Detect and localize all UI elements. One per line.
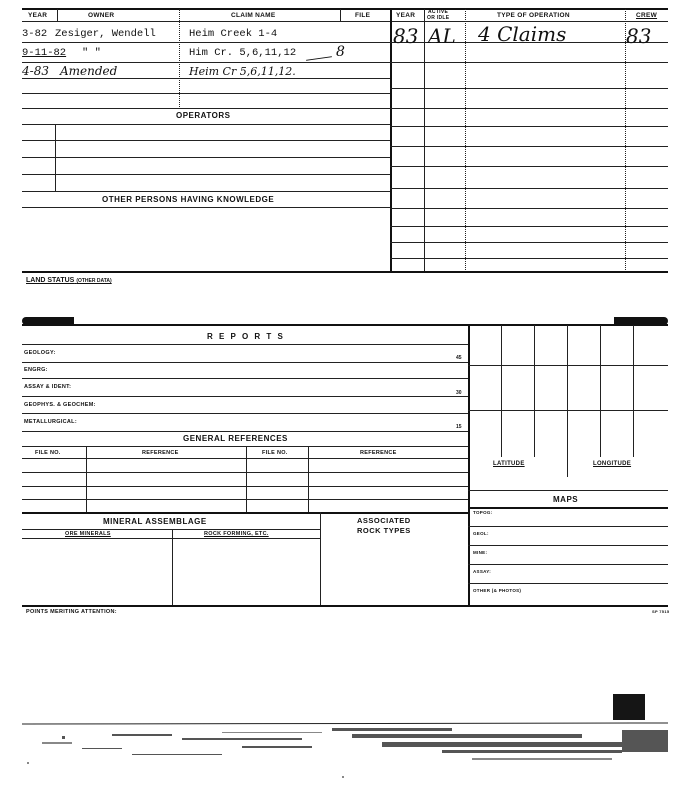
- row-line: [22, 78, 390, 79]
- row1-claim: Heim Creek 1-4: [189, 28, 278, 40]
- row-line: [22, 191, 390, 192]
- maps-title: MAPS: [553, 495, 579, 504]
- row-line: [22, 529, 320, 530]
- row1-year: 3-82: [22, 28, 48, 40]
- row-line: [390, 208, 668, 209]
- operators-title: OPERATORS: [176, 111, 231, 120]
- row3-year: 4-83: [22, 64, 49, 78]
- reports-geology: GEOLOGY:: [24, 350, 56, 356]
- bottom-border: [22, 605, 668, 607]
- row-line: [22, 140, 390, 141]
- row-line: [22, 378, 468, 379]
- row-line: [468, 526, 668, 527]
- divider: [246, 446, 247, 512]
- row-line: [390, 62, 668, 63]
- row-line: [390, 188, 668, 189]
- row-line: [390, 108, 668, 109]
- mineral-assemblage-title: MINERAL ASSEMBLAGE: [103, 517, 207, 526]
- op-crew: 83: [626, 24, 652, 48]
- longitude-label: LONGITUDE: [593, 461, 632, 467]
- row2-claim: Him Cr. 5,6,11,12: [189, 47, 297, 59]
- divider: [567, 325, 568, 477]
- row-line: [468, 490, 668, 491]
- row-line: [22, 472, 468, 473]
- row3-claim: Heim Cr 5,6,11,12.: [189, 65, 296, 78]
- associated-rock-types-1: ASSOCIATED: [357, 516, 411, 525]
- reports-top-border: [22, 324, 668, 326]
- scan-noise-strip: [22, 718, 668, 778]
- col-header-idle: OR IDLE: [427, 15, 450, 21]
- land-status-sub: (OTHER DATA): [76, 278, 112, 284]
- op-year: 83: [393, 24, 419, 48]
- row-line: [22, 446, 468, 447]
- row-line: [22, 108, 390, 109]
- refs-file-no-1: FILE NO.: [35, 450, 61, 456]
- row1-owner: Zesiger, Wendell: [55, 28, 156, 40]
- row-line: [22, 344, 468, 345]
- divider: [633, 325, 634, 457]
- refs-reference-2: REFERENCE: [360, 450, 397, 456]
- col-header-owner: OWNER: [88, 12, 115, 19]
- divider: [86, 446, 87, 512]
- row-line: [22, 62, 390, 63]
- other-persons-title: OTHER PERSONS HAVING KNOWLEDGE: [102, 195, 275, 204]
- row-line: [22, 486, 468, 487]
- latitude-label: LATITUDE: [493, 461, 525, 467]
- divider: [57, 9, 58, 21]
- divider: [465, 9, 466, 272]
- refs-reference-1: REFERENCE: [142, 450, 179, 456]
- row-line: [390, 88, 668, 89]
- form-number: SP 7515: [652, 609, 670, 614]
- row-line: [22, 362, 468, 363]
- col-header-file: FILE: [355, 12, 371, 19]
- col-header-year: YEAR: [28, 12, 48, 19]
- row2-mark: 8: [336, 44, 345, 60]
- row-line: [22, 42, 390, 43]
- row2-year: 9-11-82: [22, 47, 67, 59]
- row-line: [390, 126, 668, 127]
- row-line: [468, 545, 668, 546]
- divider: [625, 9, 626, 272]
- reports-assay-num: 30: [456, 390, 462, 396]
- header-underline: [22, 21, 668, 22]
- refs-file-no-2: FILE NO.: [262, 450, 288, 456]
- col-header-year-2: YEAR: [396, 12, 416, 19]
- divider: [320, 512, 321, 606]
- rock-forming-header: ROCK FORMING, ETC.: [204, 531, 269, 537]
- row-line: [22, 413, 468, 414]
- reports-title: R E P O R T S: [207, 332, 285, 341]
- divider: [390, 9, 392, 272]
- row-line: [468, 507, 668, 509]
- row-line: [22, 174, 390, 175]
- maps-other: OTHER (& PHOTOS): [473, 588, 522, 593]
- row-line: [390, 166, 668, 167]
- points-meriting-label: POINTS MERITING ATTENTION:: [26, 609, 117, 615]
- row-line: [22, 431, 468, 432]
- divider: [340, 9, 341, 21]
- reports-metallurgical: METALLURGICAL:: [24, 419, 77, 425]
- reports-geology-num: 45: [456, 355, 462, 361]
- land-status-label: [26, 277, 112, 284]
- row-line: [468, 564, 668, 565]
- reports-engrg: ENGRG:: [24, 367, 48, 373]
- row2-owner: " ": [82, 47, 101, 59]
- op-type: 4 Claims: [478, 22, 567, 46]
- row-line: [390, 146, 668, 147]
- hand-stroke: [306, 56, 332, 61]
- row-line: [22, 93, 390, 94]
- row-line: [22, 157, 390, 158]
- maps-assay: ASSAY:: [473, 569, 492, 574]
- row-line: [390, 242, 668, 243]
- row3-owner: Amended: [60, 64, 118, 78]
- row-line: [390, 226, 668, 227]
- land-status-title: LAND STATUS: [26, 277, 75, 284]
- row-line: [22, 207, 390, 208]
- reports-geophys: GEOPHYS. & GEOCHEM:: [24, 402, 96, 408]
- row-line: [22, 499, 468, 500]
- row-line: [22, 512, 468, 514]
- row-line: [22, 124, 390, 125]
- col-header-claim-name: CLAIM NAME: [231, 12, 276, 19]
- row-line: [390, 258, 668, 259]
- col-header-type-of-operation: TYPE OF OPERATION: [497, 12, 570, 19]
- col-header-active: ACTIVE: [428, 9, 449, 15]
- maps-mine: MINE:: [473, 550, 488, 555]
- col-header-crew: CREW: [636, 12, 658, 19]
- maps-geol: GEOL:: [473, 531, 489, 536]
- maps-topog: TOPOG:: [473, 510, 493, 515]
- row-line: [468, 410, 668, 411]
- divider: [424, 9, 425, 272]
- row-line: [468, 583, 668, 584]
- divider: [308, 446, 309, 512]
- divider: [179, 9, 180, 109]
- bottom-border-top: [22, 271, 668, 273]
- divider: [501, 325, 502, 457]
- divider: [55, 124, 56, 192]
- top-border: [22, 8, 668, 10]
- divider: [172, 529, 173, 606]
- row-line: [22, 458, 468, 459]
- row-line: [22, 396, 468, 397]
- divider: [600, 325, 601, 457]
- op-active: AL: [428, 24, 456, 48]
- ore-minerals-header: ORE MINERALS: [65, 531, 111, 537]
- associated-rock-types-2: ROCK TYPES: [357, 526, 411, 535]
- row-line: [22, 538, 320, 539]
- reports-assay: ASSAY & IDENT:: [24, 384, 72, 390]
- black-registration-block: [613, 694, 645, 720]
- row-line: [468, 365, 668, 366]
- divider: [534, 325, 535, 457]
- general-references-title: GENERAL REFERENCES: [183, 434, 288, 443]
- reports-metallurgical-num: 15: [456, 424, 462, 430]
